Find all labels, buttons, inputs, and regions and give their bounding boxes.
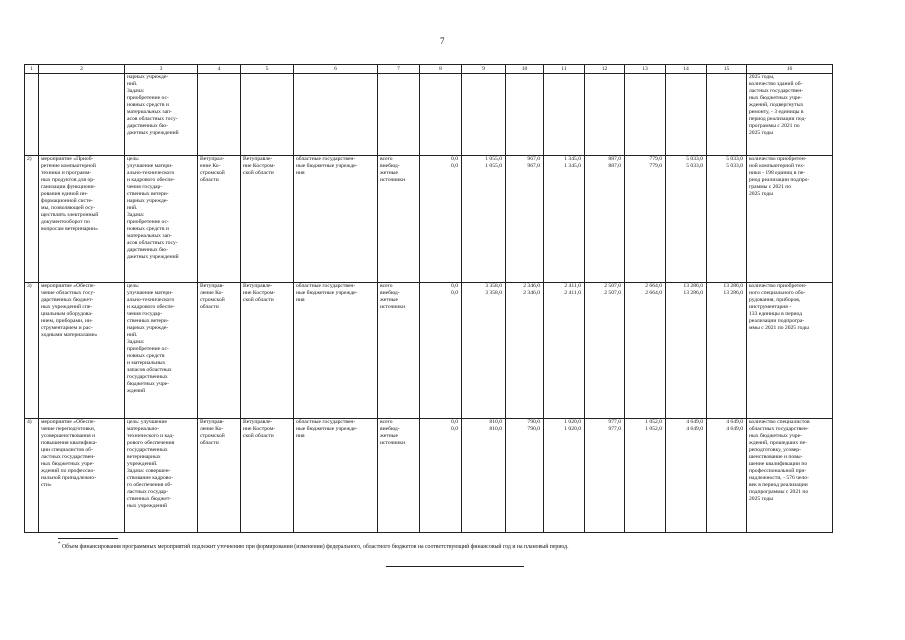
footnote [58,542,818,550]
amount-cell: 4 649,0 4 649,0 [666,419,707,533]
header-cell: 10 [506,65,544,74]
row-number-cell: 3) [25,283,39,419]
header-cell: 11 [544,65,585,74]
amount-cell [506,74,544,156]
funding-kind-cell [378,74,420,156]
customer-cell: Ветуправ- ление Ко- стромской области [198,283,241,419]
table-row [25,156,833,283]
amount-cell: 2 664,0 2 664,0 [625,283,666,419]
funding-kind-cell: всего внебюд- жетные источники [378,283,420,419]
activity-name-cell: мероприятие «Приоб- ретение компьютерной техники и программ- ных продуктов для ор- ганизации функциони- рования единой ин- формационной систе- мы, позволяющей осу- ществлять электронный документооборот по вопросам ветеринарии» [39,156,125,283]
result-cell: количество приобретен- ной компьютерной тех- ники - 198 единиц в пе- риод реализации подпро- граммы с 2021 по 2025 годы [747,156,833,283]
amount-cell: 810,0 810,0 [462,419,506,533]
amount-cell: 1 020,0 1 020,0 [544,419,585,533]
amount-cell: 1 345,0 1 345,0 [544,156,585,283]
amount-cell [462,74,506,156]
goal-task-cell: нарных учрежде- ний. Задача: приобретение ос- новных средств и материальных зап- асов областных госу- дарственных бю- джетных учреждений [125,74,198,156]
customer-cell [198,74,241,156]
footnote-mark: * [58,542,61,547]
sources-cell: областные государствен- ные бюджетные учрежде- ния [294,283,378,419]
header-cell: 6 [294,65,378,74]
header-cell: 4 [198,65,241,74]
sources-cell: областные государствен- ные бюджетные учрежде- ния [294,419,378,533]
table-row [25,74,833,156]
result-cell: количество специалистов областных государствен- ных бюджетных учре- ждений, прошедших пе- реподготовку, усовер- шенствование и повы- шение квалификации по профессиональной при- надлежности, - 576 чело- век в период реализации подпрограммы с 2021 по 2025 годы [747,419,833,533]
header-cell: 16 [747,65,833,74]
result-cell: 2025 годы, количество зданий об- ластных государствен- ных бюджетных учре- ждений, подвергнутых ремонту, - 3 единицы в период реализации под- программы с 2021 по 2025 годы [747,74,833,156]
amount-cell: 2 346,0 2 346,0 [506,283,544,419]
amount-cell: 13 286,0 13 286,0 [666,283,707,419]
amount-cell: 0,0 0,0 [420,156,462,283]
sources-cell: областные государствен- ные бюджетные учрежде- ния [294,156,378,283]
executor-cell: Ветуправле- ние Костром- ской области [241,283,294,419]
amount-cell: 0,0 0,0 [420,419,462,533]
activity-name-cell: мероприятие «Обеспе- чение областных госу- дарственных бюджет- ных учреждений спе- циальным оборудова- нием, приборами, ин- струментарием и рас- ходными материалами» [39,283,125,419]
header-cell: 9 [462,65,506,74]
header-cell: 7 [378,65,420,74]
footnote-text: Объем финансирования программных мероприятий подлежит уточнению при формировании (изменении) федерального, областного бюджетов на соответствующий финансовый год и на плановый период. [61,543,569,550]
amount-cell: 4 649,0 4 649,0 [707,419,747,533]
table-header-row [25,65,833,74]
header-cell: 8 [420,65,462,74]
amount-cell: 0,0 0,0 [420,283,462,419]
activity-name-cell: мероприятие «Обеспе- чение переподготовки, усовершенствования и повышения квалифика- ции специалистов об- ластных государствен- ных бюджетных учре- ждений по профессио- нальной принадлежно- сти» [39,419,125,533]
amount-cell: 887,0 887,0 [585,156,625,283]
table-row [25,419,833,533]
row-number-cell: 4) [25,419,39,533]
table-row [25,283,833,419]
header-cell: 1 [25,65,39,74]
amount-cell: 2 507,0 2 507,0 [585,283,625,419]
amount-cell: 790,0 790,0 [506,419,544,533]
executor-cell: Ветуправле- ние Костром- ской области [241,156,294,283]
amount-cell: 967,0 967,0 [506,156,544,283]
row-number-cell: 2) [25,156,39,283]
customer-cell: Ветуправ- ление Ко- стромской области [198,419,241,533]
amount-cell: 5 033,0 5 033,0 [707,156,747,283]
amount-cell [544,74,585,156]
program-activities-table [24,64,833,533]
amount-cell: 1 055,0 1 055,0 [462,156,506,283]
amount-cell: 977,0 977,0 [585,419,625,533]
funding-kind-cell: всего внебюд- жетные источники [378,156,420,283]
row-number-cell [25,74,39,156]
activity-name-cell [39,74,125,156]
funding-kind-cell: всего внебюд- жетные источники [378,419,420,533]
amount-cell [420,74,462,156]
goal-task-cell: цель: улучшение матери- ально-технического и кадрового обеспе- чения государ- ственных ветери- нарных учрежде- ний. Задача: приобретение ос- новных средств и материальных зап- асов областных госу- дарственных бю- джетных учреждений [125,156,198,283]
sources-cell [294,74,378,156]
bottom-divider [386,566,524,567]
amount-cell: 3 358,0 3 358,0 [462,283,506,419]
amount-cell: 5 033,0 5 033,0 [666,156,707,283]
header-cell: 13 [625,65,666,74]
amount-cell [707,74,747,156]
goal-task-cell: цель: улучшение матери- ально-технического и кадрового обеспе- чения государ- ственных ветери- нарных учрежде- ний. Задача: приобретение ос- новных средств и материальных запасов областных государственных бюджетных учре- ждений [125,283,198,419]
amount-cell: 779,0 779,0 [625,156,666,283]
executor-cell: Ветуправле- ние Костром- ской области [241,419,294,533]
amount-cell [666,74,707,156]
header-cell: 14 [666,65,707,74]
header-cell: 5 [241,65,294,74]
result-cell: количество приобретен- ного специального обо- рудования, приборов, инструментария - 133 единицы в период реализации подпрогра- ммы с 2021 по 2025 годы [747,283,833,419]
header-cell: 15 [707,65,747,74]
header-cell: 3 [125,65,198,74]
amount-cell: 1 052,0 1 052,0 [625,419,666,533]
goal-task-cell: цель: улучшение материально- технического и кад- рового обеспечения государственных ветеринарных учреждений. Задача: совершен- ствование кадрово- го обеспечения об- ластных государ- ственных бюджет- ных учреждений [125,419,198,533]
page-number: 7 [440,36,445,46]
customer-cell: Ветупрал- ение Ко- стромской области [198,156,241,283]
header-cell: 2 [39,65,125,74]
amount-cell: 2 411,0 2 411,0 [544,283,585,419]
footnote-divider [58,538,118,539]
amount-cell: 13 286,0 13 286,0 [707,283,747,419]
executor-cell [241,74,294,156]
header-cell: 12 [585,65,625,74]
amount-cell [585,74,625,156]
amount-cell [625,74,666,156]
